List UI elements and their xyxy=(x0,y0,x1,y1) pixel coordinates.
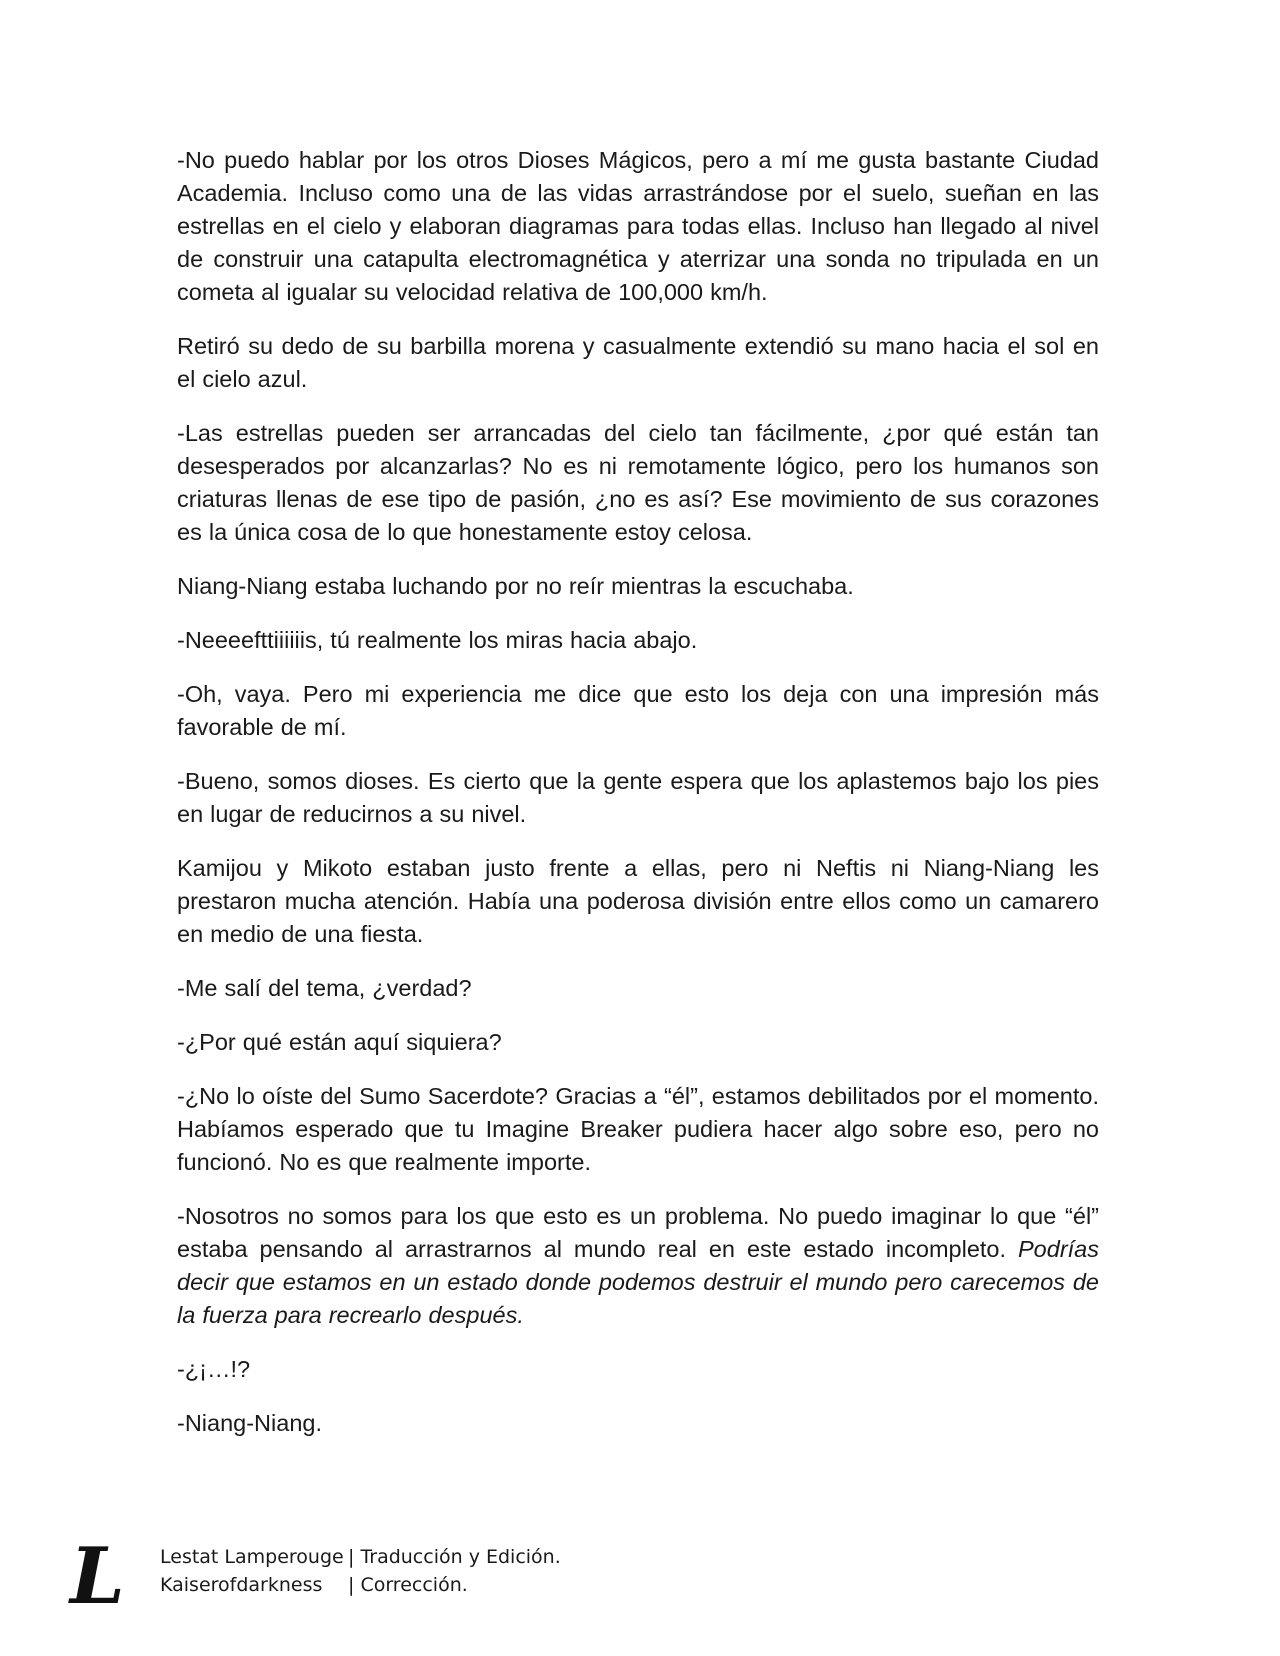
credit-name: Kaiserofdarkness xyxy=(160,1574,323,1596)
paragraph-10: -¿Por qué están aquí siquiera? xyxy=(177,1029,502,1055)
paragraph-3: -Las estrellas pueden ser arrancadas del cielo tan fácilmente, ¿por qué están tan desesperados por alcanzarlas? No es ni remotamente lógico, pero los humanos son criaturas llenas de ese tipo de pasión, ¿no es así? Ese movimiento de sus corazones es la única cosa de lo que honestamente estoy celosa. xyxy=(177,420,1099,545)
page-footer xyxy=(66,1535,766,1615)
paragraph-14: -Niang-Niang. xyxy=(177,1410,322,1436)
svg-text:L: L xyxy=(70,1535,125,1615)
credit-role: | Corrección. xyxy=(348,1574,468,1596)
paragraph-2: Retiró su dedo de su barbilla morena y casualmente extendió su mano hacia el sol en el cielo azul. xyxy=(177,333,1099,392)
paragraph-1: -No puedo hablar por los otros Dioses Mágicos, pero a mí me gusta bastante Ciudad Academia. Incluso como una de las vidas arrastrándose por el suelo, sueñan en las estrellas en el cielo y elaboran diagramas para todas ellas. Incluso han llegado al nivel de construir una catapulta electromagnética y aterrizar una sonda no tripulada en un cometa al igualar su velocidad relativa de 100,000 km/h. xyxy=(177,147,1099,305)
gothic-l-logo-icon xyxy=(66,1535,128,1615)
paragraph-6: -Oh, vaya. Pero mi experiencia me dice que esto los deja con una impresión más favorable de mí. xyxy=(177,681,1099,740)
document-body xyxy=(177,144,1099,1461)
credit-name: Lestat Lamperouge xyxy=(160,1546,344,1568)
footer-credit-row xyxy=(160,1571,561,1599)
footer-credits xyxy=(160,1543,561,1599)
paragraph-8: Kamijou y Mikoto estaban justo frente a ellas, pero ni Neftis ni Niang-Niang les prestaron mucha atención. Había una poderosa división entre ellos como un camarero en medio de una fiesta. xyxy=(177,855,1099,947)
paragraph-12: -Nosotros no somos para los que esto es un problema. No puedo imaginar lo que “él” estaba pensando al arrastrarnos al mundo real en este estado incompleto. Podrías decir que estamos en un estado donde podemos destruir el mundo pero carecemos de la fuerza para recrearlo después. xyxy=(177,1203,1099,1328)
paragraph-7: -Bueno, somos dioses. Es cierto que la gente espera que los aplastemos bajo los pies en lugar de reducirnos a su nivel. xyxy=(177,768,1099,827)
paragraph-13: -¿¡…!? xyxy=(177,1356,251,1382)
paragraph-9: -Me salí del tema, ¿verdad? xyxy=(177,975,472,1001)
paragraph-11: -¿No lo oíste del Sumo Sacerdote? Gracias a “él”, estamos debilitados por el momento. Habíamos esperado que tu Imagine Breaker pudiera hacer algo sobre eso, pero no funcionó. No es que realmente importe. xyxy=(177,1083,1099,1175)
credit-role: | Traducción y Edición. xyxy=(348,1546,561,1568)
paragraph-12-italic: Podrías decir que estamos en un estado donde podemos destruir el mundo pero carecemos de la fuerza para recrearlo después. xyxy=(177,1236,1099,1328)
footer-credit-row xyxy=(160,1543,561,1571)
paragraph-4: Niang-Niang estaba luchando por no reír mientras la escuchaba. xyxy=(177,573,854,599)
paragraph-5: -Neeeefttiiiiiis, tú realmente los miras hacia abajo. xyxy=(177,627,698,653)
